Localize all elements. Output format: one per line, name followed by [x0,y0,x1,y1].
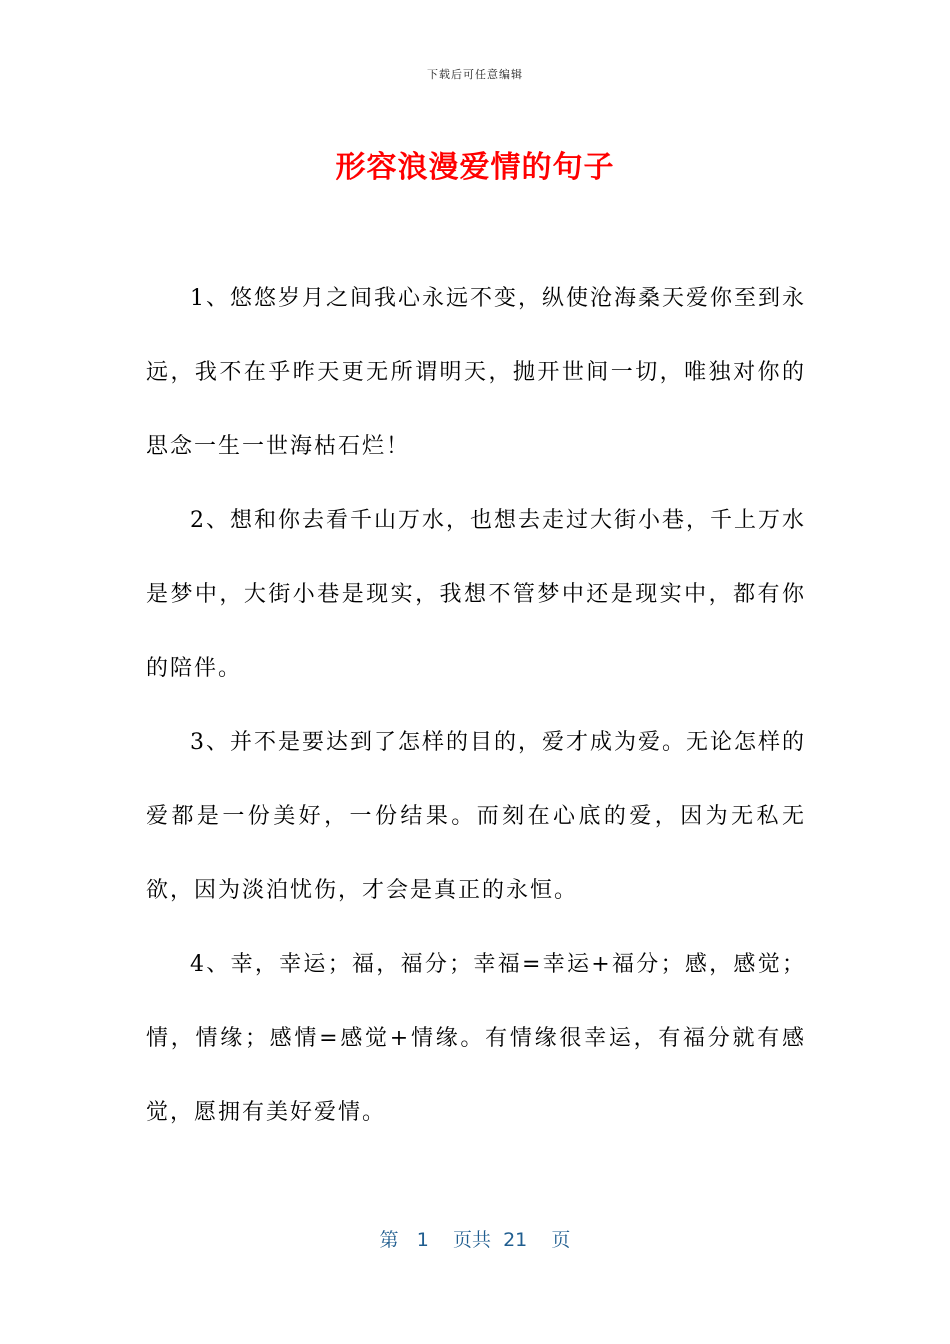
paragraph-1: 1、悠悠岁月之间我心永远不变，纵使沧海桑天爱你至到永远，我不在乎昨天更无所谓明天，抛开世间一切，唯独对你的思念一生一世海枯石烂！ [146,286,806,459]
page-label: 第 [379,1229,399,1251]
page-of-label: 页共 [452,1229,491,1251]
total-pages-number: 21 [503,1229,528,1251]
pages-label: 页 [551,1229,571,1251]
header-note: 下载后可任意编辑 [427,68,523,81]
document-title: 形容浪漫爱情的句子 [335,150,615,185]
paragraph-3: 3、并不是要达到了怎样的目的，爱才成为爱。无论怎样的爱都是一份美好，一份结果。而刻在心底的爱，因为无私无欲，因为淡泊忧伤，才会是真正的永恒。 [146,730,806,903]
current-page-number: 1 [416,1229,429,1251]
page-footer [0,1225,950,1252]
paragraph-2: 2、想和你去看千山万水，也想去走过大街小巷，千上万水是梦中，大街小巷是现实，我想不管梦中还是现实中，都有你的陪伴。 [146,508,806,681]
document-body [146,262,806,1150]
paragraph-4: 4、幸，幸运；福，福分；幸福=幸运+福分；感，感觉；情，情缘；感情=感觉+情缘。有情缘很幸运，有福分就有感觉，愿拥有美好爱情。 [146,952,806,1125]
